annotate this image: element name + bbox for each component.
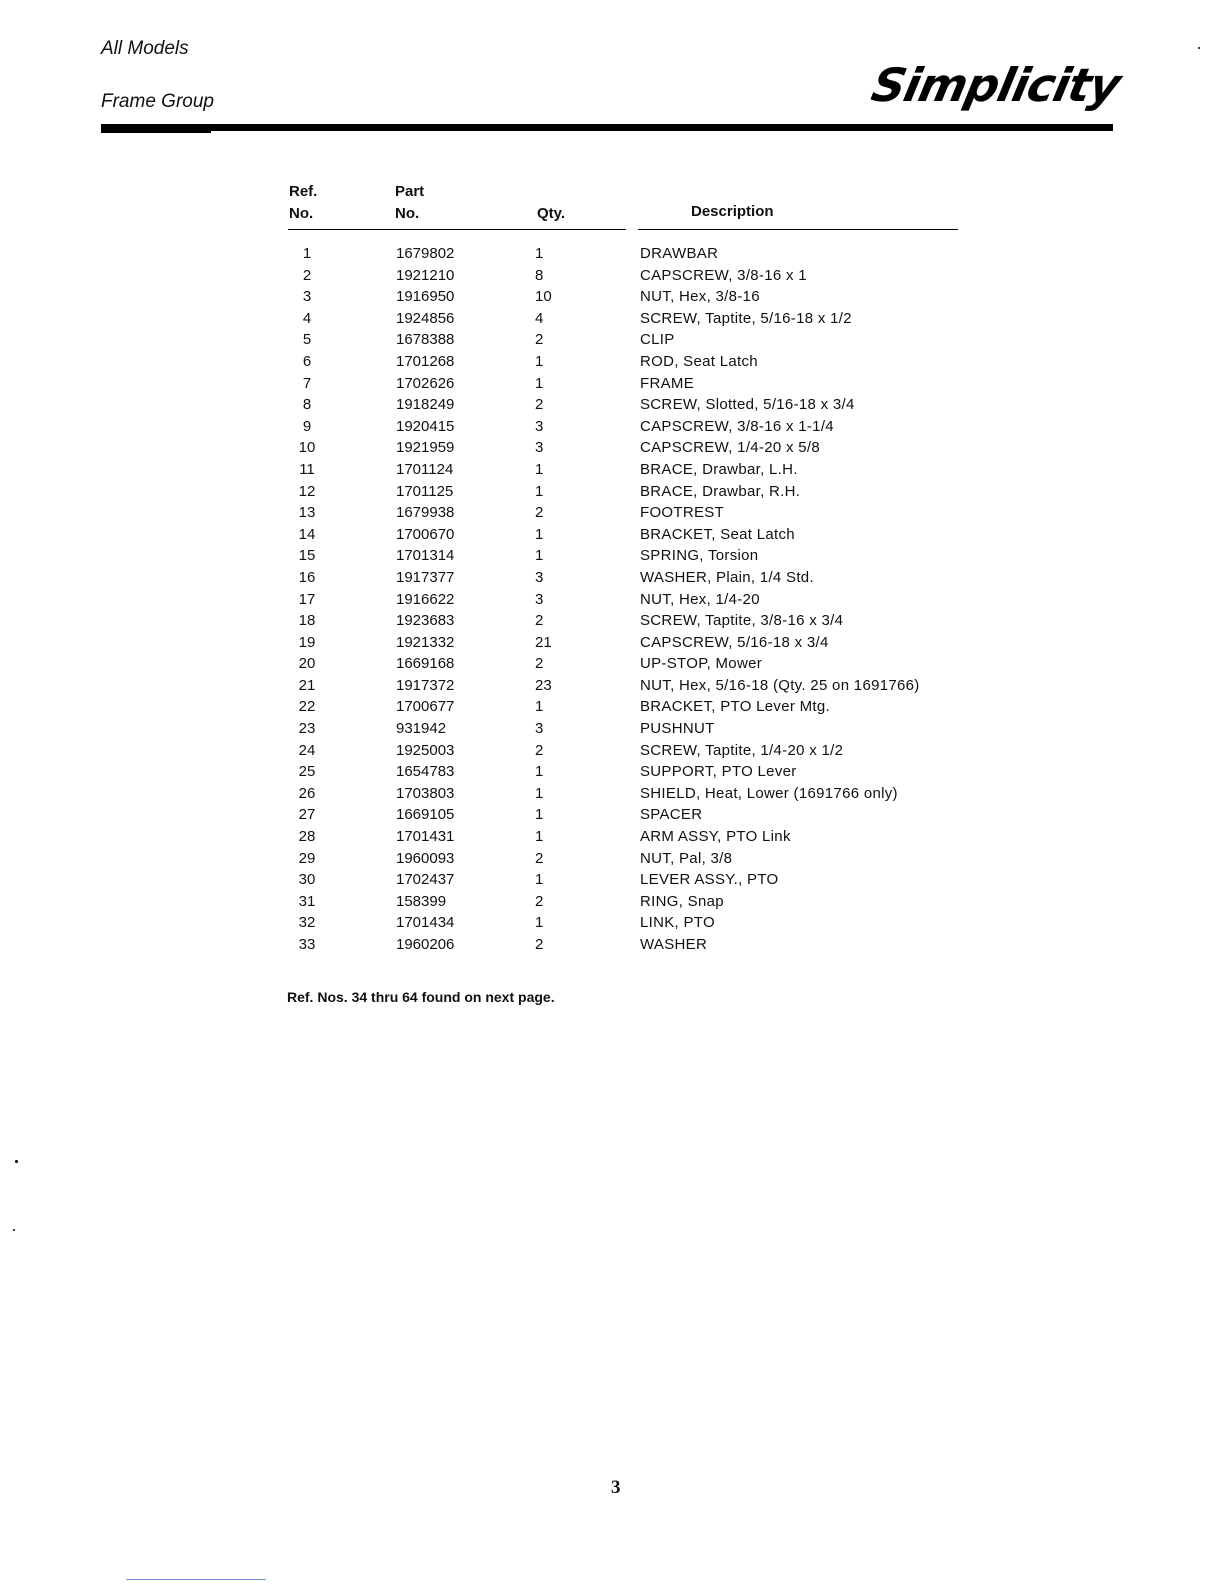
- part-no-cell: 1921332: [396, 633, 455, 651]
- table-row: [0, 761, 1225, 783]
- part-no-cell: 1924856: [396, 309, 455, 327]
- part-no-cell: 1960206: [396, 936, 455, 953]
- col-head-part-top: Part: [395, 183, 425, 200]
- part-no-cell: 1921210: [396, 266, 455, 284]
- table-row: [0, 373, 1225, 395]
- part-no-cell: 1960093: [396, 849, 455, 867]
- part-no-cell: 1923683: [396, 612, 455, 630]
- table-row: [0, 934, 1225, 956]
- table-row: [0, 286, 1225, 308]
- part-no-cell: 1701125: [396, 482, 454, 500]
- qty-cell: 1: [535, 698, 544, 716]
- table-row: [0, 891, 1225, 913]
- ref-no-cell: 7: [302, 374, 312, 392]
- qty-cell: 1: [535, 525, 544, 543]
- ref-no-cell: 18: [298, 612, 316, 630]
- table-row: [0, 351, 1225, 373]
- header-group: Frame Group: [101, 91, 214, 112]
- description-cell: BRACE, Drawbar, R.H.: [640, 482, 801, 500]
- description-cell: FRAME: [640, 374, 694, 392]
- description-cell: CAPSCREW, 1/4-20 x 5/8: [640, 439, 821, 457]
- table-row: [0, 783, 1225, 805]
- description-cell: BRACKET, PTO Lever Mtg.: [640, 698, 831, 716]
- table-row: [0, 308, 1225, 330]
- table-row: [0, 869, 1225, 891]
- ref-no-cell: 3: [302, 288, 312, 306]
- ref-no-cell: 31: [298, 892, 316, 910]
- part-no-cell: 158399: [396, 892, 447, 910]
- ref-no-cell: 8: [302, 396, 312, 414]
- table-row: [0, 437, 1225, 459]
- header-underline: [288, 229, 626, 230]
- header-models: All Models: [101, 38, 189, 59]
- page-number: 3: [611, 1477, 621, 1498]
- ref-no-cell: 16: [298, 568, 316, 586]
- table-row: [0, 329, 1225, 351]
- table-row: [0, 912, 1225, 934]
- description-cell: BRACE, Drawbar, L.H.: [640, 460, 798, 478]
- qty-cell: 1: [535, 482, 544, 500]
- qty-cell: 1: [535, 460, 544, 478]
- ref-no-cell: 14: [298, 525, 316, 543]
- ref-no-cell: 29: [298, 849, 316, 867]
- col-head-qty: Qty.: [537, 205, 566, 222]
- col-head-description: Description: [691, 203, 774, 220]
- part-no-cell: 1917372: [396, 676, 455, 694]
- ref-no-cell: 32: [298, 914, 316, 932]
- qty-cell: 3: [535, 417, 544, 435]
- description-cell: CAPSCREW, 5/16-18 x 3/4: [640, 633, 829, 651]
- qty-cell: 21: [535, 633, 552, 651]
- speck-dot: [13, 1229, 15, 1231]
- table-row: [0, 653, 1225, 675]
- ref-no-cell: 21: [298, 676, 316, 694]
- table-row: [0, 718, 1225, 740]
- qty-cell: 1: [535, 245, 544, 262]
- qty-cell: 1: [535, 914, 544, 932]
- part-no-cell: 1701124: [396, 460, 454, 478]
- footnote: Ref. Nos. 34 thru 64 found on next page.: [287, 989, 555, 1005]
- table-row: [0, 589, 1225, 611]
- part-no-cell: 1921959: [396, 439, 455, 457]
- qty-cell: 10: [535, 288, 552, 306]
- table-row: [0, 567, 1225, 589]
- description-cell: SCREW, Taptite, 3/8-16 x 3/4: [640, 612, 844, 630]
- part-no-cell: 1678388: [396, 331, 455, 349]
- description-cell: LEVER ASSY., PTO: [640, 871, 779, 889]
- part-no-cell: 1679938: [396, 504, 455, 522]
- part-no-cell: 1916622: [396, 590, 455, 608]
- part-no-cell: 1917377: [396, 568, 455, 586]
- ref-no-cell: 15: [298, 547, 316, 565]
- part-no-cell: 1679802: [396, 245, 455, 262]
- ref-no-cell: 4: [302, 309, 312, 327]
- description-cell: NUT, Pal, 3/8: [640, 849, 733, 867]
- table-row: [0, 502, 1225, 524]
- description-cell: RING, Snap: [640, 892, 724, 910]
- ref-no-cell: 17: [298, 590, 316, 608]
- description-cell: CAPSCREW, 3/8-16 x 1-1/4: [640, 417, 834, 435]
- part-no-cell: 1703803: [396, 784, 455, 802]
- table-row: [0, 848, 1225, 870]
- description-cell: BRACKET, Seat Latch: [640, 525, 795, 543]
- qty-cell: 2: [535, 612, 544, 630]
- ref-no-cell: 6: [302, 352, 312, 370]
- part-no-cell: 1925003: [396, 741, 455, 759]
- qty-cell: 23: [535, 676, 552, 694]
- ref-no-cell: 20: [298, 655, 316, 673]
- part-no-cell: 1702626: [396, 374, 455, 392]
- part-no-cell: 1702437: [396, 871, 455, 889]
- ref-no-cell: 13: [298, 504, 316, 522]
- description-cell: LINK, PTO: [640, 914, 715, 932]
- ref-no-cell: 26: [298, 784, 316, 802]
- ref-no-cell: 1: [302, 245, 312, 262]
- part-no-cell: 1700677: [396, 698, 455, 716]
- speck-dot: [1198, 47, 1200, 49]
- description-cell: CLIP: [640, 331, 675, 349]
- ref-no-cell: 22: [298, 698, 316, 716]
- ref-no-cell: 28: [298, 828, 316, 846]
- part-no-cell: 1701434: [396, 914, 455, 932]
- qty-cell: 3: [535, 590, 544, 608]
- description-cell: NUT, Hex, 1/4-20: [640, 590, 760, 608]
- table-row: [0, 826, 1225, 848]
- description-cell: NUT, Hex, 5/16-18 (Qty. 25 on 1691766): [640, 676, 920, 694]
- table-row: [0, 804, 1225, 826]
- table-row: [0, 740, 1225, 762]
- description-cell: UP-STOP, Mower: [640, 655, 763, 673]
- description-cell: WASHER, Plain, 1/4 Std.: [640, 568, 814, 586]
- table-row: [0, 610, 1225, 632]
- table-row: [0, 394, 1225, 416]
- table-row: [0, 459, 1225, 481]
- table-row: [0, 265, 1225, 287]
- ref-no-cell: 23: [298, 720, 316, 738]
- description-cell: SUPPORT, PTO Lever: [640, 763, 797, 781]
- table-row: [0, 481, 1225, 503]
- part-no-cell: 1918249: [396, 396, 455, 414]
- part-no-cell: 1701268: [396, 352, 455, 370]
- qty-cell: 2: [535, 396, 544, 414]
- col-head-part-bottom: No.: [395, 205, 420, 222]
- ref-no-cell: 11: [299, 460, 315, 478]
- description-cell: PUSHNUT: [640, 720, 715, 738]
- qty-cell: 3: [535, 568, 544, 586]
- qty-cell: 2: [535, 655, 544, 673]
- ref-no-cell: 9: [302, 417, 312, 435]
- table-row: [0, 545, 1225, 567]
- description-cell: SPRING, Torsion: [640, 547, 759, 565]
- description-cell: SCREW, Taptite, 1/4-20 x 1/2: [640, 741, 844, 759]
- ref-no-cell: 12: [298, 482, 316, 500]
- col-head-ref-bottom: No.: [289, 205, 314, 222]
- qty-cell: 1: [535, 806, 544, 824]
- part-no-cell: 1920415: [396, 417, 455, 435]
- qty-cell: 2: [535, 331, 544, 349]
- qty-cell: 1: [535, 352, 544, 370]
- header-underline-desc: [638, 229, 958, 230]
- qty-cell: 3: [535, 720, 544, 738]
- table-row: [0, 524, 1225, 546]
- ref-no-cell: 24: [298, 741, 316, 759]
- description-cell: SHIELD, Heat, Lower (1691766 only): [640, 784, 898, 802]
- qty-cell: 1: [535, 871, 544, 889]
- ref-no-cell: 25: [298, 763, 316, 781]
- description-cell: FOOTREST: [640, 504, 725, 522]
- description-cell: ROD, Seat Latch: [640, 352, 758, 370]
- description-cell: ARM ASSY, PTO Link: [640, 828, 791, 846]
- bottom-line: [126, 1579, 266, 1580]
- qty-cell: 1: [535, 547, 544, 565]
- speck-dot: [15, 1160, 18, 1163]
- qty-cell: 1: [535, 828, 544, 846]
- part-no-cell: 1701314: [396, 547, 455, 565]
- ref-no-cell: 2: [302, 266, 312, 284]
- table-row: [0, 675, 1225, 697]
- qty-cell: 1: [535, 374, 544, 392]
- qty-cell: 8: [535, 266, 544, 284]
- qty-cell: 2: [535, 936, 544, 953]
- header-rule-shadow: [101, 131, 211, 133]
- header-rule: [101, 124, 1113, 131]
- part-no-cell: 1669105: [396, 806, 455, 824]
- qty-cell: 1: [535, 784, 544, 802]
- part-no-cell: 1701431: [396, 828, 455, 846]
- part-no-cell: 1654783: [396, 763, 455, 781]
- description-cell: SCREW, Taptite, 5/16-18 x 1/2: [640, 309, 852, 327]
- table-row: [0, 632, 1225, 654]
- description-cell: SCREW, Slotted, 5/16-18 x 3/4: [640, 396, 855, 414]
- part-no-cell: 1916950: [396, 288, 455, 306]
- qty-cell: 4: [535, 309, 544, 327]
- ref-no-cell: 27: [298, 806, 316, 824]
- table-row: [0, 243, 1225, 265]
- qty-cell: 2: [535, 504, 544, 522]
- brand-logo: Simplicity: [866, 58, 1125, 112]
- qty-cell: 2: [535, 849, 544, 867]
- col-head-ref-top: Ref.: [289, 183, 318, 200]
- ref-no-cell: 5: [302, 331, 312, 349]
- description-cell: WASHER: [640, 936, 708, 953]
- description-cell: NUT, Hex, 3/8-16: [640, 288, 760, 306]
- qty-cell: 2: [535, 892, 544, 910]
- parts-list: [0, 243, 1225, 956]
- ref-no-cell: 10: [298, 439, 316, 457]
- table-row: [0, 416, 1225, 438]
- part-no-cell: 1669168: [396, 655, 455, 673]
- qty-cell: 3: [535, 439, 544, 457]
- qty-cell: 2: [535, 741, 544, 759]
- part-no-cell: 1700670: [396, 525, 455, 543]
- qty-cell: 1: [535, 763, 544, 781]
- description-cell: CAPSCREW, 3/8-16 x 1: [640, 266, 807, 284]
- part-no-cell: 931942: [396, 720, 447, 738]
- ref-no-cell: 30: [298, 871, 316, 889]
- ref-no-cell: 33: [298, 936, 316, 953]
- description-cell: DRAWBAR: [640, 245, 719, 262]
- table-row: [0, 696, 1225, 718]
- description-cell: SPACER: [640, 806, 703, 824]
- ref-no-cell: 19: [298, 633, 316, 651]
